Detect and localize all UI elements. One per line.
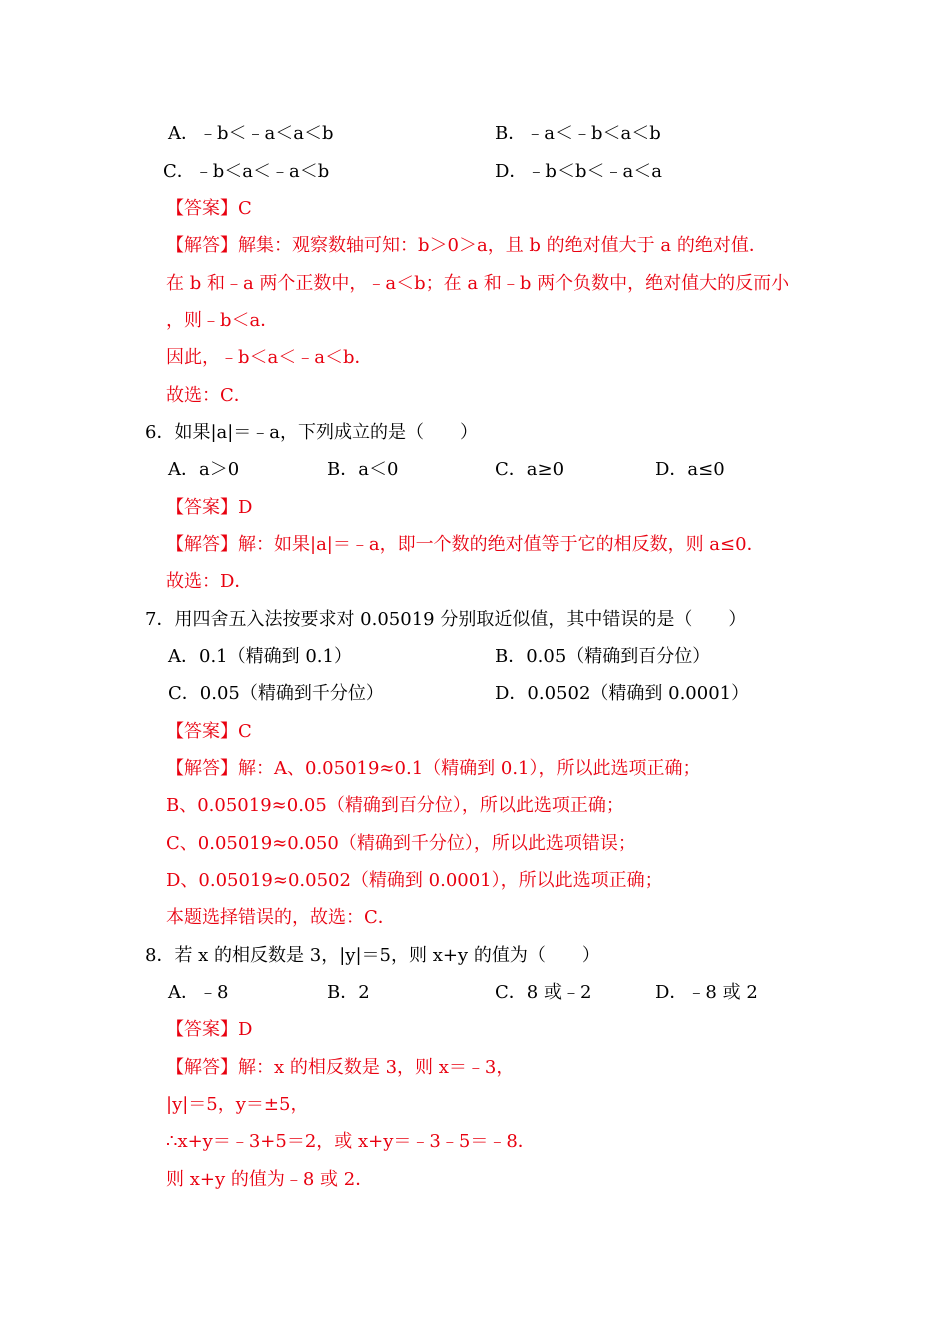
q6-option-c: C．a≥0 (495, 459, 565, 480)
q8-solution-line: ∴x+y＝﹣3+5＝2，或 x+y＝﹣3﹣5＝﹣8． (166, 1131, 536, 1152)
q6-solution-line: 【解答】解：如果|a|＝﹣a，即一个数的绝对值等于它的相反数，则 a≤0． (166, 534, 765, 555)
q6-solution-line: 故选：D． (166, 571, 253, 592)
q5-option-c: C．﹣b＜a＜﹣a＜b (163, 161, 330, 182)
q8-option-b: B．2 (327, 982, 370, 1003)
q5-solution-line: 故选：C． (166, 385, 252, 406)
q7-option-c: C．0.05（精确到千分位） (168, 683, 384, 704)
q8-solution-line: |y|＝5，y＝±5， (166, 1094, 309, 1115)
q7-solution-line: 本题选择错误的，故选：C． (166, 907, 396, 928)
q6-option-a: A．a＞0 (168, 459, 240, 480)
q7-answer: 【答案】C (166, 721, 252, 742)
q5-solution-line: 在 b 和﹣a 两个正数中，﹣a＜b；在 a 和﹣b 两个负数中，绝对值大的反而小 (166, 273, 790, 294)
q6-option-b: B．a＜0 (327, 459, 399, 480)
q7-option-a: A．0.1（精确到 0.1） (168, 646, 352, 667)
q5-option-a: A．﹣b＜﹣a＜a＜b (168, 123, 334, 144)
q8-option-d: D．﹣8 或 2 (655, 982, 758, 1003)
q8-answer: 【答案】D (166, 1019, 253, 1040)
q5-solution-line: 因此，﹣b＜a＜﹣a＜b． (166, 347, 373, 368)
q5-option-b: B．﹣a＜﹣b＜a＜b (495, 123, 661, 144)
q7-solution-line: B、0.05019≈0.05（精确到百分位），所以此选项正确； (166, 795, 624, 816)
q7-stem: 7．用四舍五入法按要求对 0.05019 分别取近似值，其中错误的是（ ） (145, 609, 747, 630)
q7-solution-line: 【解答】解：A、0.05019≈0.1（精确到 0.1），所以此选项正确； (166, 758, 701, 779)
q5-solution-line: ，则﹣b＜a． (166, 310, 279, 331)
q7-option-d: D．0.0502（精确到 0.0001） (495, 683, 750, 704)
q8-option-c: C．8 或﹣2 (495, 982, 592, 1003)
q7-solution-line: D、0.05019≈0.0502（精确到 0.0001），所以此选项正确； (166, 870, 663, 891)
q6-answer: 【答案】D (166, 497, 253, 518)
q6-option-d: D．a≤0 (655, 459, 725, 480)
q5-answer: 【答案】C (166, 198, 252, 219)
q8-solution-line: 【解答】解：x 的相反数是 3，则 x＝﹣3， (166, 1057, 515, 1078)
q8-solution-line: 则 x+y 的值为﹣8 或 2． (166, 1169, 374, 1190)
q7-option-b: B．0.05（精确到百分位） (495, 646, 711, 667)
q5-solution-line: 【解答】解集：观察数轴可知：b＞0＞a，且 b 的绝对值大于 a 的绝对值． (166, 235, 767, 256)
q6-stem: 6．如果|a|＝﹣a，下列成立的是（ ） (145, 422, 479, 443)
q8-option-a: A．﹣8 (168, 982, 229, 1003)
q8-stem: 8．若 x 的相反数是 3，|y|＝5，则 x+y 的值为（ ） (145, 945, 600, 966)
q5-option-d: D．﹣b＜b＜﹣a＜a (495, 161, 662, 182)
q7-solution-line: C、0.05019≈0.050（精确到千分位），所以此选项错误； (166, 833, 636, 854)
